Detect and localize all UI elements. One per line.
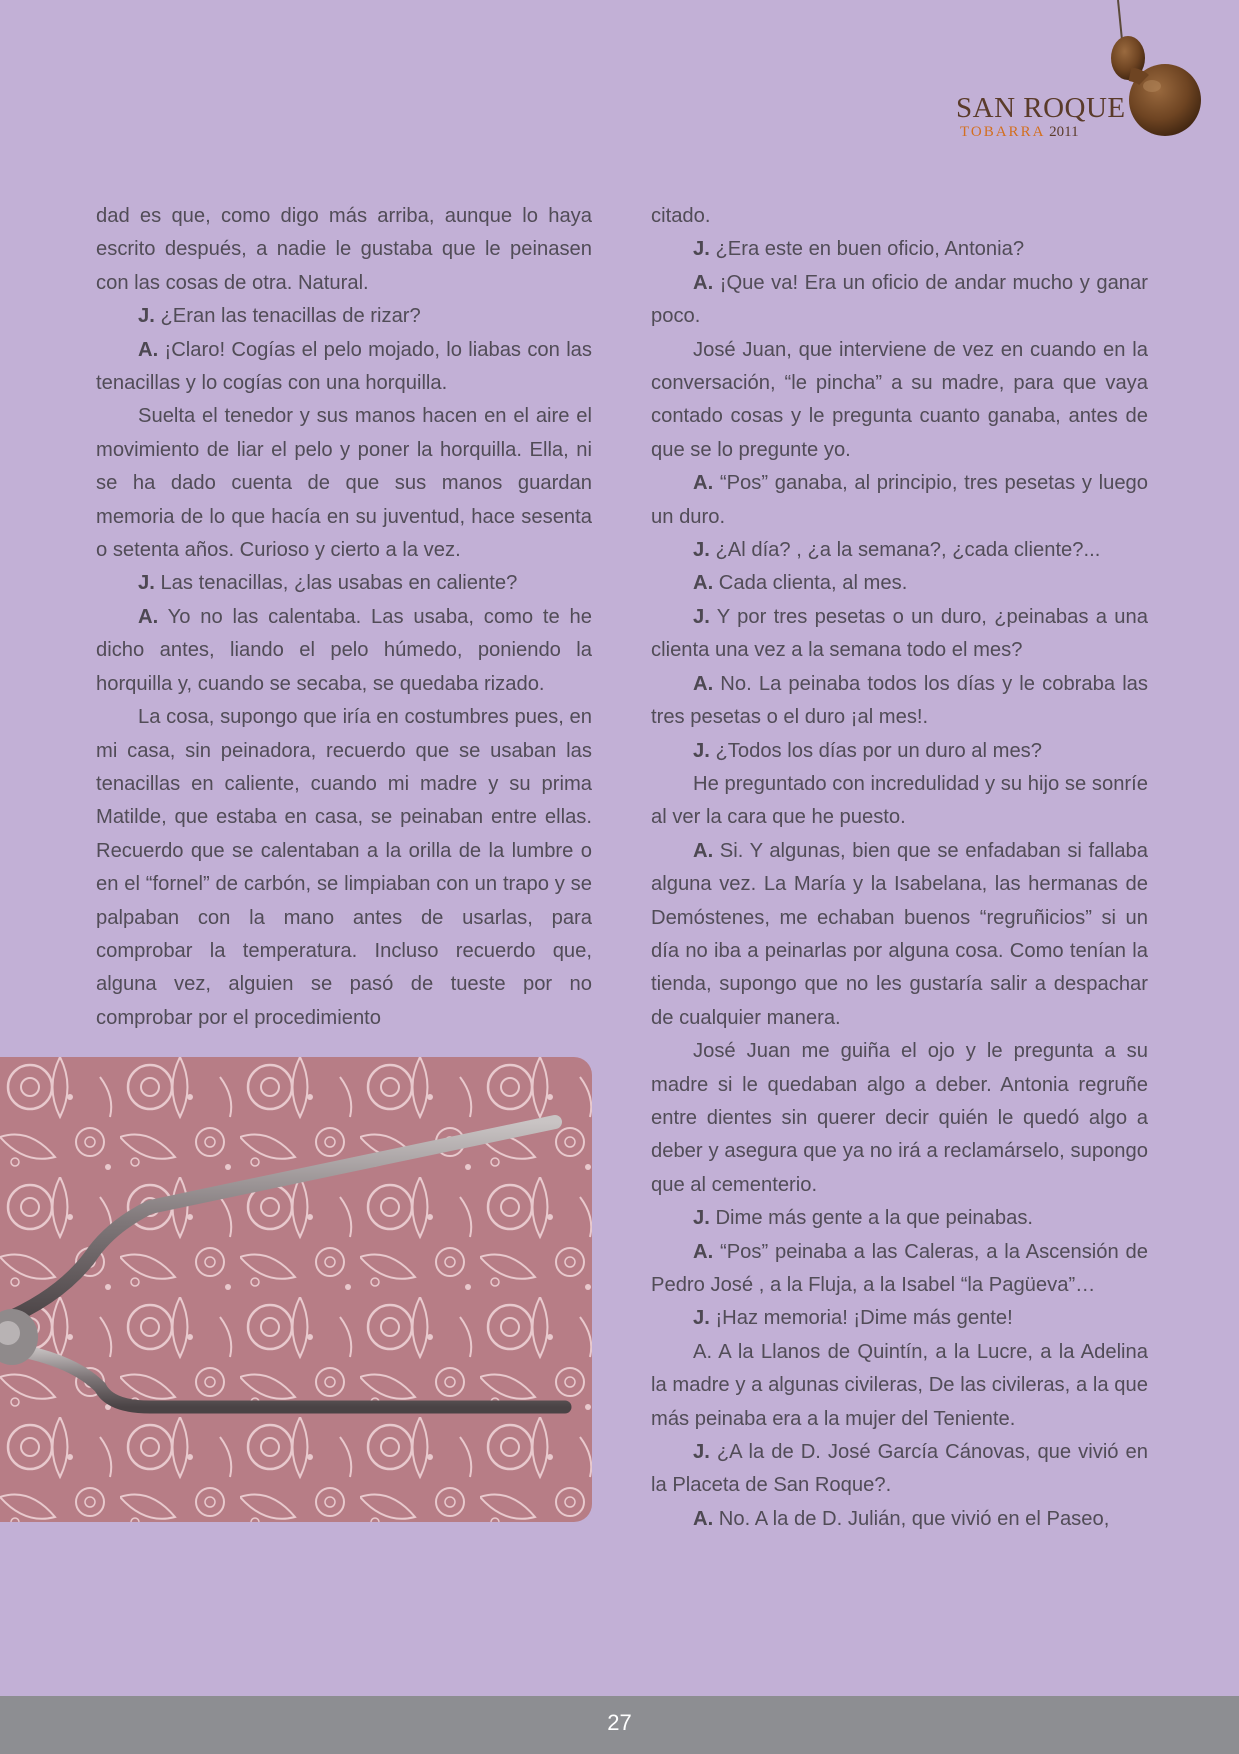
paragraph [651, 1202, 1148, 1235]
paragraph [96, 701, 592, 1035]
speaker-label: J. [138, 572, 155, 595]
paragraph [651, 1436, 1148, 1503]
paragraph-text: ¡Que va! Era un oficio de andar mucho y ganar poco. [651, 271, 1148, 328]
paragraph [651, 200, 1148, 233]
speaker-label: J. [693, 1307, 710, 1330]
speaker-label: A. [138, 338, 159, 361]
speaker-label: A. [693, 472, 714, 495]
paragraph [651, 1236, 1148, 1303]
paragraph-text: Si. Y algunas, bien que se enfadaban si fallaba alguna vez. La María y la Isabelana, las hermanas de Demóstenes, me echaban buenos “regruñicios” si un día no iba a peinarlas por alguna cosa. Como tenían la tienda, supongo que no les gustaría salir a despachar de cualquier manera. [651, 839, 1148, 1029]
paragraph [651, 1503, 1148, 1536]
paragraph [651, 668, 1148, 735]
paragraph-text: dad es que, como digo más arriba, aunque lo haya escrito después, a nadie le gustaba que le peinasen con las cosas de otra. Natural. [96, 205, 592, 294]
paragraph [96, 400, 592, 567]
paragraph-text: Yo no las calentaba. Las usaba, como te he dicho antes, liando el pelo húmedo, poniendo la horquilla y, cuando se secaba, se quedaba rizado. [96, 605, 592, 695]
paragraph [96, 567, 592, 600]
paragraph [96, 300, 592, 333]
speaker-label: J. [693, 1207, 710, 1230]
right-column [651, 200, 1148, 1536]
paragraph [651, 267, 1148, 334]
speaker-label: A. [693, 271, 714, 294]
paragraph [651, 601, 1148, 668]
speaker-label: A. [693, 1507, 714, 1530]
speaker-label: J. [693, 605, 710, 628]
paragraph-text: ¿Era este en buen oficio, Antonia? [709, 238, 1025, 261]
paragraph-text: ¿Al día? , ¿a la semana?, ¿cada cliente?... [709, 539, 1101, 562]
magazine-year: 2011 [1049, 124, 1079, 140]
speaker-label: J. [693, 1441, 710, 1464]
paragraph-text: citado. [651, 205, 711, 227]
page-footer [0, 1696, 1239, 1754]
speaker-label: J. [693, 238, 710, 261]
paragraph [651, 1035, 1148, 1202]
speaker-label: J. [138, 305, 155, 328]
paragraph-text: No. A la de D. Julián, que vivió en el Paseo, [713, 1507, 1110, 1530]
paragraph [651, 567, 1148, 600]
paragraph [96, 601, 592, 701]
paragraph-text: Y por tres pesetas o un duro, ¿peinabas a una clienta una vez a la semana todo el mes? [651, 605, 1148, 662]
paragraph [651, 768, 1148, 835]
paragraph-text: Cada clienta, al mes. [713, 572, 908, 595]
paragraph [651, 1302, 1148, 1335]
paragraph [651, 835, 1148, 1035]
gourd-logo-icon [1100, 0, 1210, 145]
speaker-label: A. [693, 672, 714, 695]
paragraph-text: A. A la Llanos de Quintín, a la Lucre, a la Adelina la madre y a algunas civileras, De las civileras, a la que más peinaba era a la mujer del Teniente. [651, 1340, 1148, 1430]
paragraph-text: Dime más gente a la que peinabas. [709, 1207, 1034, 1230]
paragraph [651, 334, 1148, 468]
speaker-label: A. [693, 839, 714, 862]
paragraph-text: ¿Eran las tenacillas de rizar? [154, 305, 421, 328]
paragraph-text: Suelta el tenedor y sus manos hacen en el aire el movimiento de liar el pelo y poner la horquilla. Ella, ni se ha dado cuenta de que sus manos guardan memoria de lo que hacía en su juventud, hace sesenta o setenta años. Curioso y cierto a la vez. [96, 405, 592, 562]
speaker-label: J. [693, 539, 710, 562]
paragraph [651, 534, 1148, 567]
magazine-header [940, 0, 1239, 150]
paragraph-text: ¡Haz memoria! ¡Dime más gente! [709, 1307, 1013, 1330]
speaker-label: A. [693, 572, 714, 595]
paragraph-text: No. La peinaba todos los días y le cobraba las tres pesetas o el duro ¡al mes!. [651, 672, 1148, 729]
magazine-subtitle [960, 124, 1079, 141]
paragraph-text: ¿A la de D. José García Cánovas, que vivió en la Placeta de San Roque?. [651, 1441, 1148, 1497]
paragraph-text: ¡Claro! Cogías el pelo mojado, lo liabas con las tenacillas y lo cogías con una horquilla. [96, 338, 592, 395]
paragraph [96, 200, 592, 300]
paragraph-text: José Juan, que interviene de vez en cuando en la conversación, “le pincha” a su madre, para que vaya contado cosas y le pregunta cuanto ganaba, antes de que se lo pregunte yo. [651, 338, 1148, 461]
paragraph-text: ¿Todos los días por un duro al mes? [709, 739, 1042, 762]
paragraph-text: José Juan me guiña el ojo y le pregunta a su madre si le quedaban algo a deber. Antonia regruñe entre dientes sin querer decir quién le quedó algo a deber y asegura que ya no irá a reclamárselo, supongo que al cementerio. [651, 1040, 1148, 1196]
paragraph-text: “Pos” ganaba, al principio, tres pesetas y luego un duro. [651, 472, 1148, 528]
curling-tongs-photo [0, 1057, 592, 1522]
speaker-label: J. [693, 739, 710, 762]
paragraph [651, 735, 1148, 768]
page-number: 27 [607, 1710, 632, 1735]
speaker-label: A. [138, 605, 159, 628]
paragraph [651, 467, 1148, 534]
paragraph [96, 334, 592, 401]
speaker-label: A. [693, 1240, 714, 1263]
magazine-title: SAN ROQUE [956, 92, 1126, 124]
paragraph [651, 1336, 1148, 1436]
curling-tongs-image [0, 1057, 592, 1522]
paragraph-text: “Pos” peinaba a las Caleras, a la Ascensión de Pedro José , a la Fluja, a la Isabel “la Pagüeva”… [651, 1240, 1148, 1296]
paragraph-text: La cosa, supongo que iría en costumbres pues, en mi casa, sin peinadora, recuerdo que se usaban las tenacillas en caliente, cuando mi madre y su prima Matilde, que estaba en casa, se peinaban entre ellas. Recuerdo que se calentaban a la orilla de la lumbre o en el “fornel” de carbón, se limpiaban con un trapo y se palpaban con la mano antes de usarlas, para comprobar la temperatura. Incluso recuerdo que, alguna vez, alguien se pasó de tueste por no comprobar por el procedimiento [96, 706, 592, 1029]
paragraph-text: He preguntado con incredulidad y su hijo se sonríe al ver la cara que he puesto. [651, 772, 1148, 829]
paragraph-text: Las tenacillas, ¿las usabas en caliente? [154, 572, 518, 595]
magazine-town: TOBARRA [960, 124, 1046, 140]
paragraph [651, 233, 1148, 266]
left-column [96, 200, 592, 1035]
